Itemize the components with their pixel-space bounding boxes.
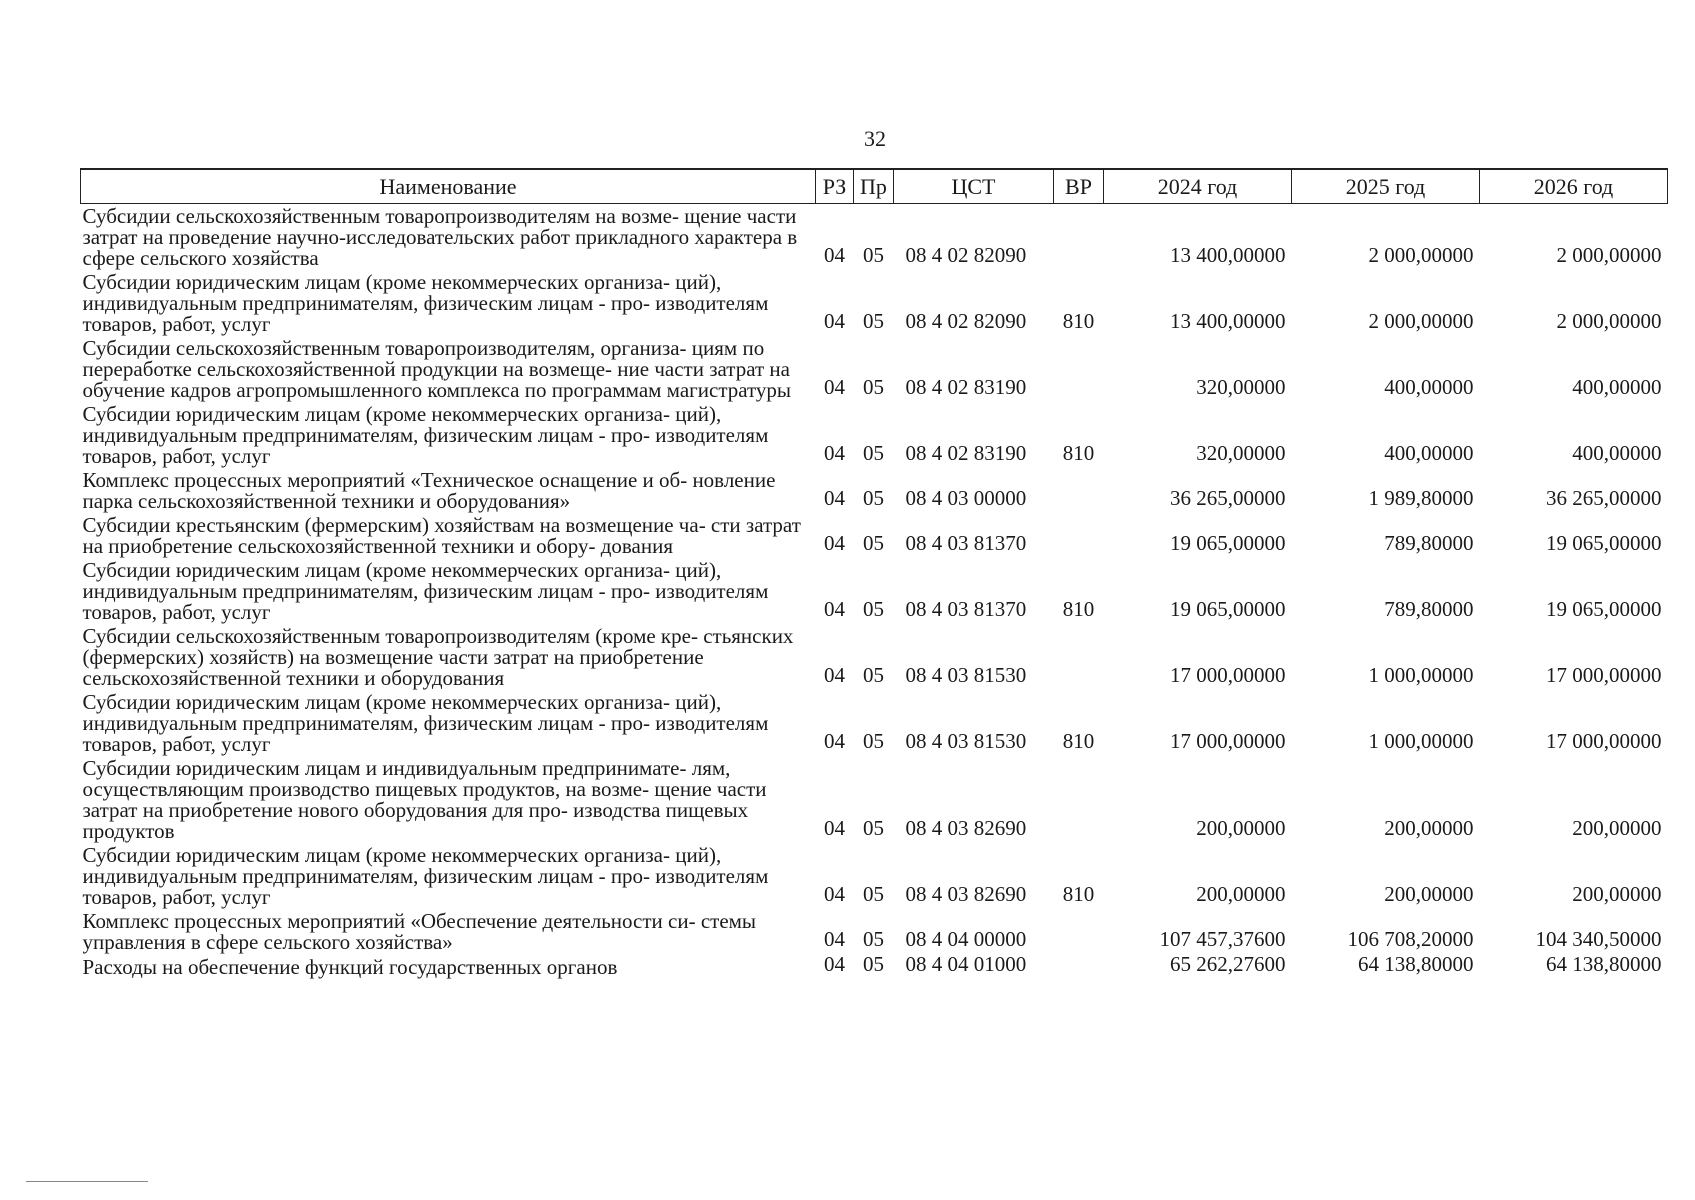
row-vr — [1054, 756, 1104, 843]
header-vr: ВР — [1054, 169, 1104, 204]
row-2024: 320,00000 — [1196, 375, 1286, 399]
row-pr: 05 — [863, 243, 884, 267]
header-2024: 2024 год — [1104, 169, 1292, 204]
row-2024: 17 000,00000 — [1170, 729, 1286, 753]
row-rz: 04 — [824, 729, 845, 753]
row-2026: 19 065,00000 — [1546, 597, 1662, 621]
row-vr — [1054, 954, 1104, 979]
header-rz: РЗ — [816, 169, 854, 204]
row-rz: 04 — [824, 309, 845, 333]
row-name: Субсидии юридическим лицам (кроме некоммерческих организа- ций), индивидуальным предпринимателям, физическим лицам - про- изводителям товаров, работ, услуг — [82, 270, 769, 336]
row-rz: 04 — [824, 882, 845, 906]
row-2026: 19 065,00000 — [1546, 531, 1662, 555]
row-2025: 400,00000 — [1384, 441, 1474, 465]
table-header-row — [81, 169, 1668, 204]
row-2025: 200,00000 — [1384, 816, 1474, 840]
table-row — [81, 270, 1668, 336]
row-2025: 200,00000 — [1384, 882, 1474, 906]
row-rz: 04 — [824, 663, 845, 687]
row-cst: 08 4 03 82690 — [905, 816, 1027, 840]
row-name: Субсидии юридическим лицам (кроме некоммерческих организа- ций), индивидуальным предпринимателям, физическим лицам - про- изводителям товаров, работ, услуг — [82, 402, 769, 468]
row-cst: 08 4 03 82690 — [905, 882, 1027, 906]
row-vr — [1054, 624, 1104, 690]
row-rz: 04 — [824, 441, 845, 465]
table-row — [81, 513, 1668, 558]
row-cst: 08 4 02 82090 — [905, 243, 1027, 267]
budget-table — [80, 168, 1668, 979]
row-2024: 320,00000 — [1196, 441, 1286, 465]
header-2025: 2025 год — [1292, 169, 1480, 204]
row-cst: 08 4 03 81370 — [905, 597, 1027, 621]
row-2026: 200,00000 — [1572, 816, 1662, 840]
row-rz: 04 — [824, 816, 845, 840]
table-row — [81, 954, 1668, 979]
row-rz: 04 — [824, 486, 845, 510]
row-2025: 1 000,00000 — [1368, 729, 1474, 753]
row-name: Расходы на обеспечение функций государственных органов — [82, 955, 618, 979]
row-2025: 106 708,20000 — [1347, 927, 1474, 951]
row-2026: 64 138,80000 — [1546, 952, 1662, 976]
row-vr: 810 — [1062, 441, 1095, 465]
row-2025: 1 989,80000 — [1368, 486, 1474, 510]
row-cst: 08 4 04 00000 — [905, 927, 1027, 951]
row-2025: 1 000,00000 — [1368, 663, 1474, 687]
row-2025: 789,80000 — [1384, 531, 1474, 555]
row-2025: 789,80000 — [1384, 597, 1474, 621]
table-row — [81, 468, 1668, 513]
row-name: Комплекс процессных мероприятий «Техническое оснащение и об- новление парка сельскохозяйственной техники и оборудования» — [82, 468, 776, 513]
row-pr: 05 — [863, 531, 884, 555]
row-pr: 05 — [863, 486, 884, 510]
row-2024: 65 262,27600 — [1170, 952, 1286, 976]
row-cst: 08 4 02 83190 — [905, 375, 1027, 399]
row-2026: 400,00000 — [1572, 441, 1662, 465]
row-pr: 05 — [863, 597, 884, 621]
row-rz: 04 — [824, 952, 845, 976]
row-pr: 05 — [863, 952, 884, 976]
row-vr — [1054, 336, 1104, 402]
header-cst: ЦСТ — [894, 169, 1054, 204]
row-rz: 04 — [824, 597, 845, 621]
table-row — [81, 690, 1668, 756]
table-row — [81, 204, 1668, 271]
row-vr — [1054, 909, 1104, 954]
table-row — [81, 402, 1668, 468]
page-number: 32 — [864, 126, 886, 151]
row-2026: 200,00000 — [1572, 882, 1662, 906]
table-body — [81, 204, 1668, 980]
row-2025: 64 138,80000 — [1358, 952, 1474, 976]
row-cst: 08 4 03 00000 — [905, 486, 1027, 510]
row-2026: 2 000,00000 — [1556, 309, 1662, 333]
row-2026: 36 265,00000 — [1546, 486, 1662, 510]
header-name: Наименование — [81, 169, 816, 204]
row-pr: 05 — [863, 441, 884, 465]
row-2024: 200,00000 — [1196, 882, 1286, 906]
row-2026: 17 000,00000 — [1546, 729, 1662, 753]
row-cst: 08 4 03 81530 — [905, 729, 1027, 753]
table-row — [81, 843, 1668, 909]
row-2024: 13 400,00000 — [1170, 309, 1286, 333]
row-cst: 08 4 04 01000 — [905, 952, 1027, 976]
row-vr — [1054, 513, 1104, 558]
table-row — [81, 558, 1668, 624]
row-pr: 05 — [863, 309, 884, 333]
row-pr: 05 — [863, 927, 884, 951]
row-vr: 810 — [1062, 309, 1095, 333]
row-2024: 36 265,00000 — [1170, 486, 1286, 510]
row-pr: 05 — [863, 663, 884, 687]
row-2026: 400,00000 — [1572, 375, 1662, 399]
row-2026: 104 340,50000 — [1535, 927, 1662, 951]
row-vr — [1054, 468, 1104, 513]
row-name: Субсидии сельскохозяйственным товаропроизводителям на возме- щение части затрат на проведение научно-исследовательских работ прикладного характера в сфере сельского хозяйства — [82, 204, 798, 270]
row-2026: 17 000,00000 — [1546, 663, 1662, 687]
row-2025: 400,00000 — [1384, 375, 1474, 399]
row-rz: 04 — [824, 243, 845, 267]
row-2024: 19 065,00000 — [1170, 531, 1286, 555]
row-2024: 200,00000 — [1196, 816, 1286, 840]
row-2026: 2 000,00000 — [1556, 243, 1662, 267]
row-name: Субсидии юридическим лицам и индивидуальным предпринимате- лям, осуществляющим производство пищевых продуктов, на возме- щение части затрат на приобретение нового оборудования для про- изводства пищевых продуктов — [82, 756, 767, 843]
row-pr: 05 — [863, 375, 884, 399]
footer-rule — [26, 1181, 148, 1182]
row-2025: 2 000,00000 — [1368, 243, 1474, 267]
row-vr — [1054, 204, 1104, 271]
table-row — [81, 624, 1668, 690]
row-name: Субсидии сельскохозяйственным товаропроизводителям (кроме кре- стьянских (фермерских) хозяйств) на возмещение части затрат на приобретение сельскохозяйственной техники и оборудования — [82, 624, 794, 690]
row-pr: 05 — [863, 816, 884, 840]
row-name: Субсидии юридическим лицам (кроме некоммерческих организа- ций), индивидуальным предпринимателям, физическим лицам - про- изводителям товаров, работ, услуг — [82, 843, 769, 909]
row-rz: 04 — [824, 375, 845, 399]
row-2024: 19 065,00000 — [1170, 597, 1286, 621]
row-cst: 08 4 02 82090 — [905, 309, 1027, 333]
table-row — [81, 909, 1668, 954]
row-name: Субсидии юридическим лицам (кроме некоммерческих организа- ций), индивидуальным предпринимателям, физическим лицам - про- изводителям товаров, работ, услуг — [82, 690, 769, 756]
row-vr: 810 — [1062, 597, 1095, 621]
row-pr: 05 — [863, 729, 884, 753]
row-vr: 810 — [1062, 729, 1095, 753]
row-2024: 107 457,37600 — [1159, 927, 1286, 951]
row-pr: 05 — [863, 882, 884, 906]
row-2024: 13 400,00000 — [1170, 243, 1286, 267]
table-row — [81, 336, 1668, 402]
row-cst: 08 4 02 83190 — [905, 441, 1027, 465]
row-2024: 17 000,00000 — [1170, 663, 1286, 687]
header-pr: Пр — [854, 169, 894, 204]
row-rz: 04 — [824, 927, 845, 951]
row-cst: 08 4 03 81370 — [905, 531, 1027, 555]
header-2026: 2026 год — [1480, 169, 1668, 204]
row-name: Комплекс процессных мероприятий «Обеспечение деятельности си- стемы управления в сфере сельского хозяйства» — [82, 909, 757, 954]
row-name: Субсидии сельскохозяйственным товаропроизводителям, организа- циям по переработке сельскохозяйственной продукции на возмеще- ние части затрат на обучение кадров агропромышленного комплекса по программам магистратуры — [82, 336, 792, 402]
row-2025: 2 000,00000 — [1368, 309, 1474, 333]
row-rz: 04 — [824, 531, 845, 555]
table-row — [81, 756, 1668, 843]
row-cst: 08 4 03 81530 — [905, 663, 1027, 687]
row-vr: 810 — [1062, 882, 1095, 906]
row-name: Субсидии юридическим лицам (кроме некоммерческих организа- ций), индивидуальным предпринимателям, физическим лицам - про- изводителям товаров, работ, услуг — [82, 558, 769, 624]
row-name: Субсидии крестьянским (фермерским) хозяйствам на возмещение ча- сти затрат на приобретение сельскохозяйственной техники и обору- дования — [82, 513, 801, 558]
